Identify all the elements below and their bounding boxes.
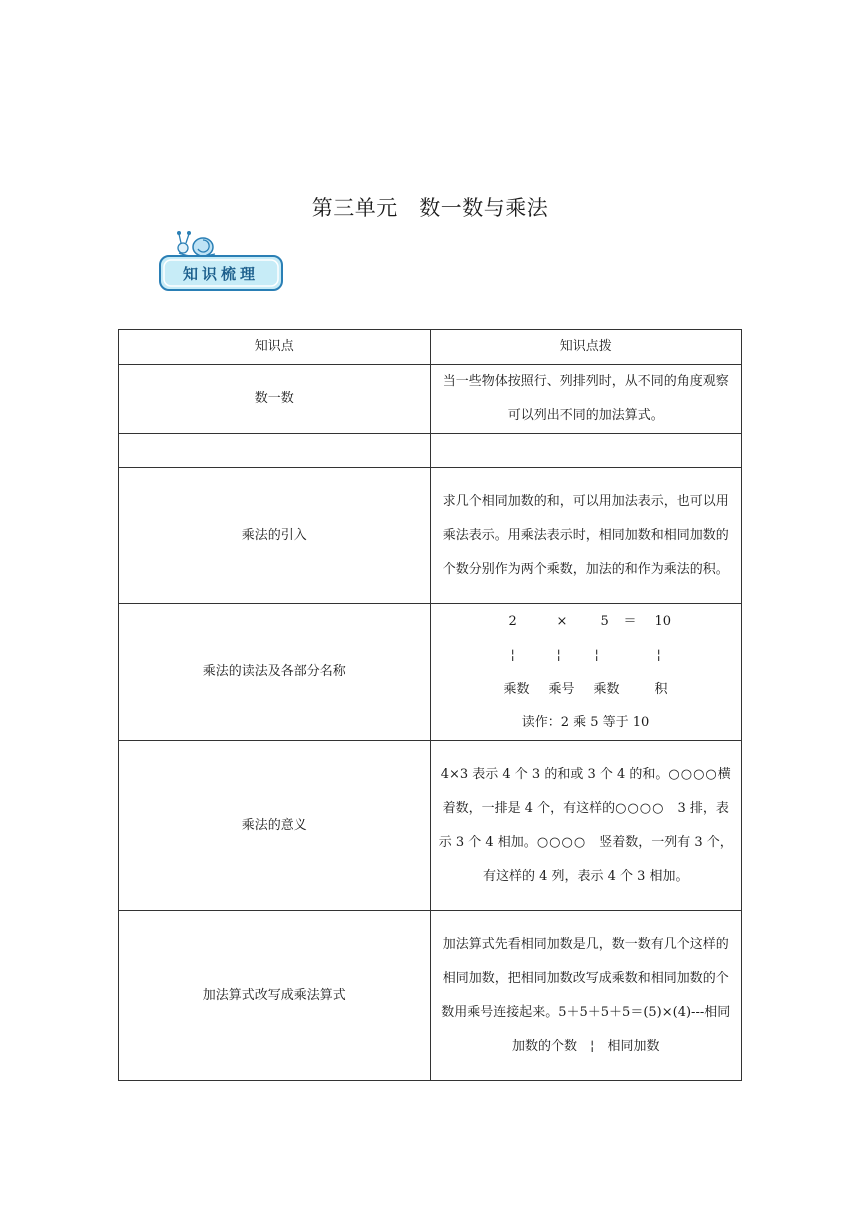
multiply-sign: × [556,614,568,629]
product: 10 [654,614,672,629]
header-detail: 知识点拨 [430,330,742,365]
table-row [119,911,742,1081]
dashed-pointer: --- [691,1004,705,1020]
row-topic: 数一数 [119,365,431,434]
pointer-bar: ¦ [594,648,599,663]
pointer-bar: ¦ [656,648,661,663]
table-row [119,434,742,468]
circle-row-icon: ○○○○ [668,766,718,782]
table-row [119,604,742,741]
label-factor-2: 乘数 [593,682,620,697]
snail-badge-icon [157,226,285,296]
pointer-bar: ¦ [590,1038,595,1054]
page-title: 第三单元 数一数与乘法 [311,196,549,220]
factor-2: 5 [600,614,609,629]
row-detail [430,911,742,1081]
label-product: 积 [654,682,668,697]
table-row [119,741,742,911]
circle-row-icon: ○○○○ [615,800,665,816]
rewrite-text: 相同加数 [607,1038,660,1054]
rewrite-text: 相同加数的个数 [512,1004,731,1054]
rewrite-text: 加法算式先看相同加数是几，数一数有几个这样的相同加数，把相同加数改写成乘数和相同加数的个数用乘号连接起来。5＋5＋5＋5＝(5)×(4) [441,936,729,1020]
row-topic: 加法算式改写成乘法算式 [119,911,431,1081]
knowledge-table [118,329,742,1081]
meaning-text: 横着数，一排是 4 个，有这样的 [442,766,731,816]
row-topic: 乘法的意义 [119,741,431,911]
knowledge-summary-badge [157,226,285,296]
label-multiply-sign: 乘号 [548,682,575,697]
pointer-bar: ¦ [556,648,561,663]
multiplication-parts-diagram [430,604,742,741]
row-detail [430,741,742,911]
table-header-row [119,330,742,365]
pointer-bar: ¦ [510,648,515,663]
equals-sign: ＝ [623,614,637,629]
row-detail: 当一些物体按照行、列排列时，从不同的角度观察可以列出不同的加法算式。 [430,365,742,434]
circle-row-icon: ○○○○ [536,834,587,850]
meaning-text: 4×3 表示 4 个 3 的和或 3 个 4 的和。 [440,766,669,782]
row-detail [430,434,742,468]
factor-1: 2 [508,614,517,629]
header-topic: 知识点 [119,330,431,365]
table-row [119,468,742,604]
meaning-text: 3 排，表示 3 个 4 相加。 [438,800,729,850]
row-topic: 乘法的引入 [119,468,431,604]
label-factor-1: 乘数 [503,682,530,697]
meaning-text: 竖着数，一列有 3 个，有这样的 4 列，表示 4 个 3 相加。 [482,834,733,884]
badge-label: 知识梳理 [182,265,259,283]
reading-text: 读作：2 乘 5 等于 10 [521,715,650,730]
table-row [119,365,742,434]
row-topic: 乘法的读法及各部分名称 [119,604,431,741]
row-detail: 求几个相同加数的和，可以用加法表示，也可以用乘法表示。用乘法表示时，相同加数和相同加数的个数分别作为两个乘数，加法的和作为乘法的积。 [430,468,742,604]
row-topic [119,434,431,468]
